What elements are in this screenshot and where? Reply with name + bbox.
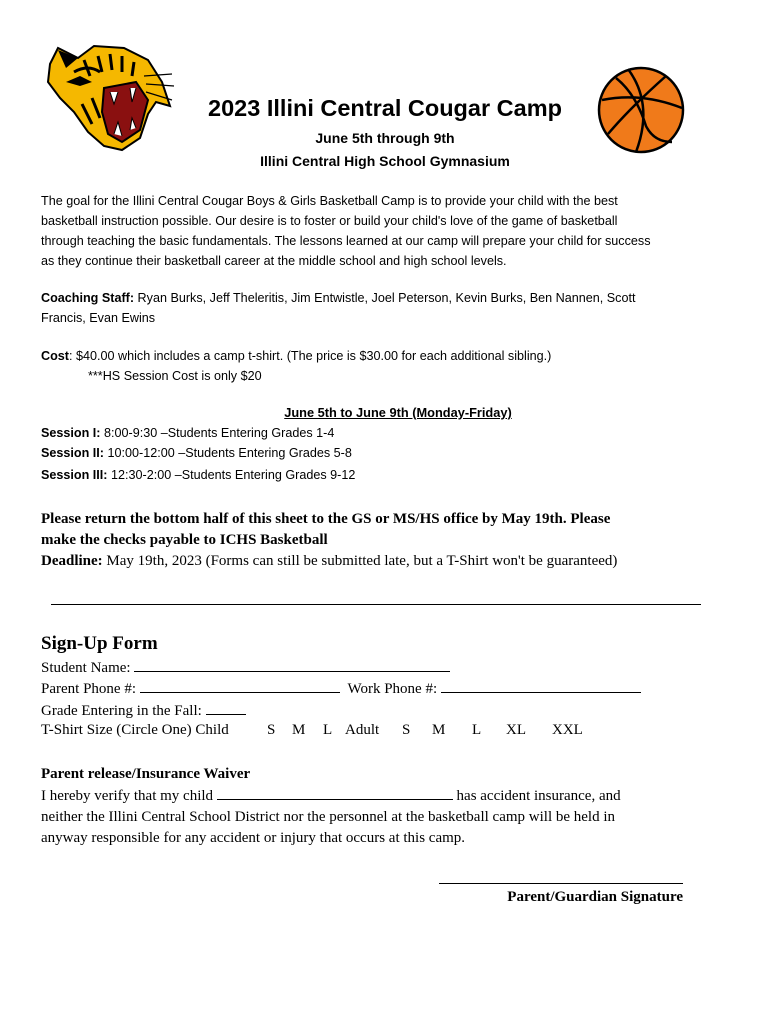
cost-text: : $40.00 which includes a camp t-shirt. (The price is $30.00 for each additional sibling.): [69, 349, 552, 363]
session-text: 12:30-2:00 –Students Entering Grades 9-12: [107, 468, 356, 482]
coaching-staff-names: Ryan Burks, Jeff Theleritis, Jim Entwistle, Joel Peterson, Kevin Burks, Ben Nannen, Scott: [134, 291, 636, 305]
sessions-heading: June 5th to June 9th (Monday-Friday): [284, 405, 512, 420]
coaching-staff: [41, 288, 741, 328]
deadline-text: May 19th, 2023 (Forms can still be submitted late, but a T-Shirt won't be guaranteed): [102, 553, 618, 569]
return-line: Please return the bottom half of this sheet to the GS or MS/HS office by May 19th. Please: [41, 511, 611, 527]
intro-line: as they continue their basketball career at the middle school and high school levels.: [41, 254, 507, 268]
signup-form-title: Sign-Up Form: [41, 633, 158, 654]
intro-line: basketball instruction possible. Our desire is to foster or build your child's love of the game of basketball: [41, 214, 618, 228]
session-label: Session II:: [41, 446, 104, 460]
phone-row: [41, 679, 641, 698]
child-name-field[interactable]: [217, 786, 453, 800]
grade-field[interactable]: [206, 701, 246, 715]
coaching-staff-names-cont: Francis, Evan Ewins: [41, 311, 156, 325]
session-label: Session I:: [41, 426, 101, 440]
cut-line-divider: [51, 604, 701, 605]
student-name-field[interactable]: [134, 658, 450, 672]
grade-row: [41, 701, 246, 720]
signature-label: Parent/Guardian Signature: [507, 889, 683, 905]
signature-field[interactable]: [439, 883, 683, 884]
grade-label: Grade Entering in the Fall:: [41, 703, 202, 719]
parent-phone-field[interactable]: [140, 679, 340, 693]
session-item: [41, 468, 355, 482]
waiver-line: neither the Illini Central School District nor the personnel at the basketball camp will be held in: [41, 809, 616, 825]
size-option-child-m[interactable]: M: [292, 722, 306, 738]
waiver-line: has accident insurance, and: [456, 788, 621, 804]
page-title: 2023 Illini Central Cougar Camp: [208, 95, 562, 121]
session-label: Session III:: [41, 468, 108, 482]
session-text: 8:00-9:30 –Students Entering Grades 1-4: [100, 426, 335, 440]
session-text: 10:00-12:00 –Students Entering Grades 5-8: [104, 446, 352, 460]
coaching-staff-label: Coaching Staff:: [41, 291, 135, 305]
tshirt-row: [41, 722, 229, 739]
student-name-label: Student Name:: [41, 660, 131, 676]
intro-line: through teaching the basic fundamentals. The lessons learned at our camp will prepare your child for success: [41, 234, 651, 248]
deadline-label: Deadline:: [41, 553, 103, 569]
work-phone-label: Work Phone #:: [347, 681, 438, 697]
session-item: [41, 446, 352, 460]
size-option-adult-m[interactable]: M: [432, 722, 446, 738]
hs-session-cost: ***HS Session Cost is only $20: [88, 369, 262, 383]
size-option-child-l[interactable]: L: [323, 722, 333, 738]
waiver-line: anyway responsible for any accident or injury that occurs at this camp.: [41, 830, 466, 846]
size-option-adult-xl[interactable]: XL: [506, 722, 526, 738]
session-item: [41, 426, 334, 440]
camp-dates: June 5th through 9th: [315, 130, 455, 146]
student-name-row: [41, 658, 450, 677]
adult-label: Adult: [345, 722, 380, 738]
intro-line: The goal for the Illini Central Cougar Boys & Girls Basketball Camp is to provide your child with the best: [41, 194, 618, 208]
size-option-adult-xxl[interactable]: XXL: [552, 722, 583, 738]
work-phone-field[interactable]: [441, 679, 641, 693]
parent-phone-label: Parent Phone #:: [41, 681, 136, 697]
waiver-text: [41, 786, 741, 849]
waiver-line: I hereby verify that my child: [41, 788, 214, 804]
cost-line: [41, 346, 551, 366]
size-option-adult-l[interactable]: L: [472, 722, 482, 738]
waiver-title: Parent release/Insurance Waiver: [41, 766, 251, 782]
camp-location: Illini Central High School Gymnasium: [260, 153, 510, 169]
intro-paragraph: [41, 191, 741, 271]
return-line: make the checks payable to ICHS Basketball: [41, 532, 328, 548]
size-option-adult-s[interactable]: S: [402, 722, 411, 738]
return-instructions: [41, 509, 617, 572]
tshirt-label: T-Shirt Size (Circle One) Child: [41, 722, 229, 738]
size-option-child-s[interactable]: S: [267, 722, 276, 738]
cost-label: Cost: [41, 349, 69, 363]
